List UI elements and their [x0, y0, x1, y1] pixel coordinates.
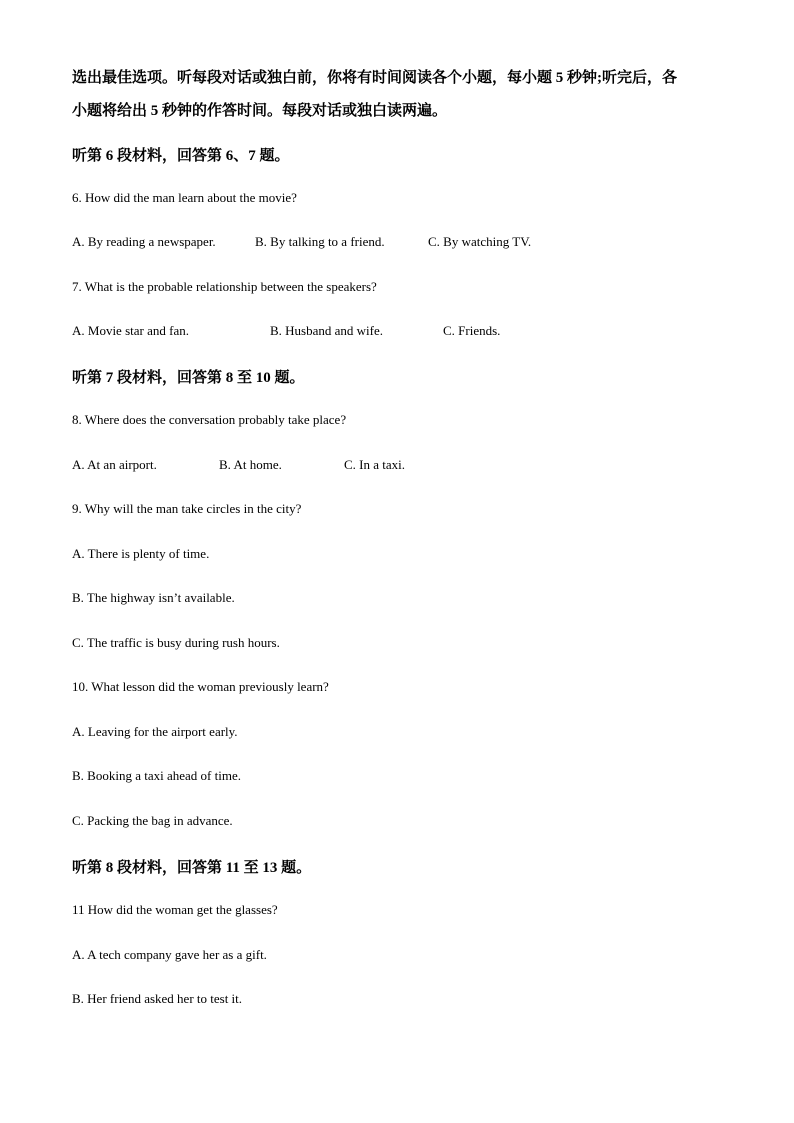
section-heading: 听第 8 段材料，回答第 11 至 13 题。 — [72, 860, 312, 876]
question-7-option-a: A. Movie star and fan. — [72, 323, 189, 338]
question-10-option-b: B. Booking a taxi ahead of time. — [72, 768, 241, 783]
section-heading: 听第 6 段材料，回答第 6、7 题。 — [72, 148, 290, 164]
question-8: 8. Where does the conversation probably take place? — [72, 412, 347, 427]
question-10-option-a: A. Leaving for the airport early. — [72, 724, 238, 739]
question-9: 9. Why will the man take circles in the city? — [72, 501, 302, 516]
question-6: 6. How did the man learn about the movie? — [72, 190, 297, 205]
question-7-option-c: C. Friends. — [443, 323, 501, 338]
question-7-option-b: B. Husband and wife. — [270, 323, 384, 338]
instructions-line-1: 选出最佳选项。听每段对话或独白前，你将有时间阅读各个小题，每小题 5 秒钟;听完后，各 — [72, 70, 677, 86]
question-8-option-a: A. At an airport. — [72, 457, 157, 472]
question-9-option-b: B. The highway isn’t available. — [72, 590, 235, 605]
question-11-option-b: B. Her friend asked her to test it. — [72, 991, 243, 1006]
question-8-option-b: B. At home. — [219, 457, 282, 472]
question-6-option-a: A. By reading a newspaper. — [72, 234, 216, 249]
question-8-option-c: C. In a taxi. — [344, 457, 406, 472]
question-9-option-c: C. The traffic is busy during rush hours. — [72, 635, 280, 650]
question-10: 10. What lesson did the woman previously learn? — [72, 679, 329, 694]
section-heading: 听第 7 段材料，回答第 8 至 10 题。 — [72, 370, 305, 386]
question-6-option-b: B. By talking to a friend. — [255, 234, 385, 249]
question-9-option-a: A. There is plenty of time. — [72, 546, 210, 561]
question-7: 7. What is the probable relationship between the speakers? — [72, 279, 377, 294]
question-11-option-a: A. A tech company gave her as a gift. — [72, 947, 267, 962]
question-10-option-c: C. Packing the bag in advance. — [72, 813, 233, 828]
question-6-option-c: C. By watching TV. — [428, 234, 532, 249]
question-11: 11 How did the woman get the glasses? — [72, 902, 278, 917]
instructions-line-2: 小题将给出 5 秒钟的作答时间。每段对话或独白读两遍。 — [72, 103, 448, 119]
